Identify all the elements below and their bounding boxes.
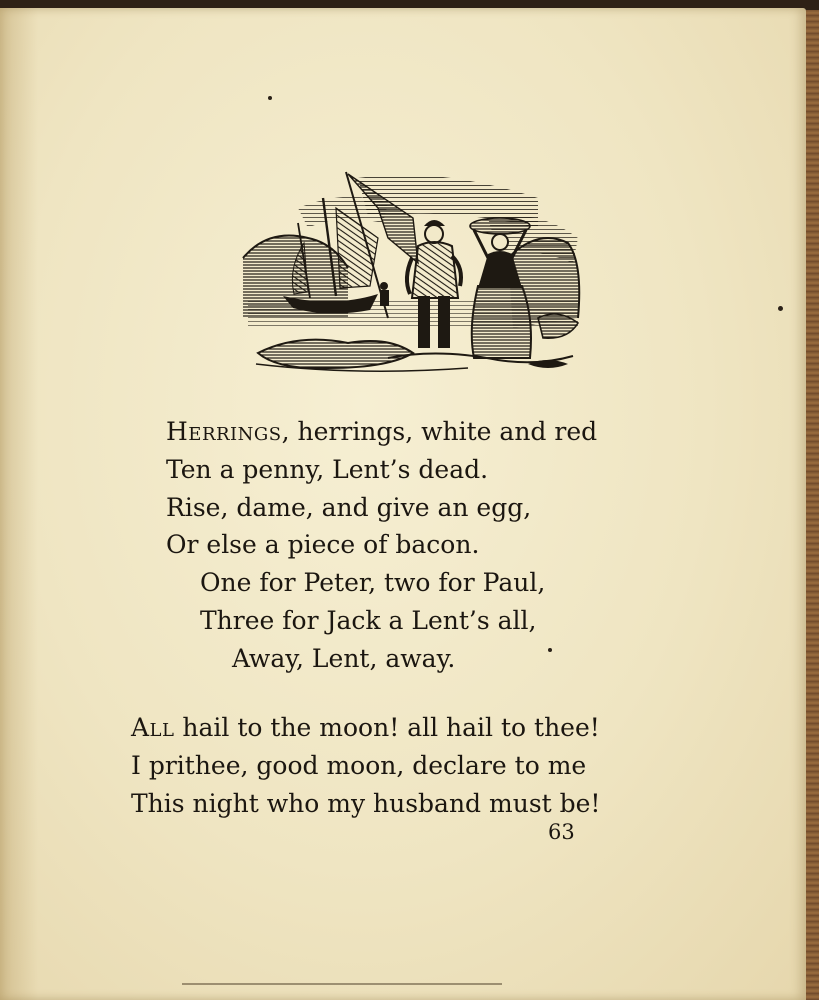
verse-line: Or else a piece of bacon. — [166, 530, 480, 560]
paper-speck — [548, 648, 552, 652]
verse-lead-word: All — [131, 713, 175, 742]
book-page — [0, 8, 806, 1000]
verse-line: Three for Jack a Lent’s all, — [200, 605, 537, 635]
paper-speck — [778, 306, 783, 311]
verse-lead-word: Herrings — [166, 417, 282, 446]
woodcut-fisherfolk-harbour-icon — [238, 168, 586, 380]
verse-line: Ten a penny, Lent’s dead. — [166, 454, 489, 484]
verse-line: One for Peter, two for Paul, — [200, 568, 546, 598]
page-gutter-shadow — [0, 8, 38, 1000]
page-number: 63 — [548, 820, 575, 844]
book-fore-edge — [806, 10, 819, 1000]
verse-line: Away, Lent, away. — [232, 643, 456, 673]
verse-line — [166, 413, 597, 451]
verse-line: Rise, dame, and give an egg, — [166, 492, 532, 522]
paper-speck — [268, 96, 272, 100]
verse-line — [131, 709, 600, 747]
herrings-rhyme — [166, 413, 597, 678]
moon-rhyme — [131, 709, 600, 822]
bottom-rule — [182, 983, 502, 985]
verse-line-text: hail to the moon! all hail to thee! — [174, 713, 600, 742]
verse-line: I prithee, good moon, declare to me — [131, 750, 587, 780]
verse-line: This night who my husband must be! — [131, 788, 601, 818]
verse-line-text: , herrings, white and red — [281, 417, 598, 446]
